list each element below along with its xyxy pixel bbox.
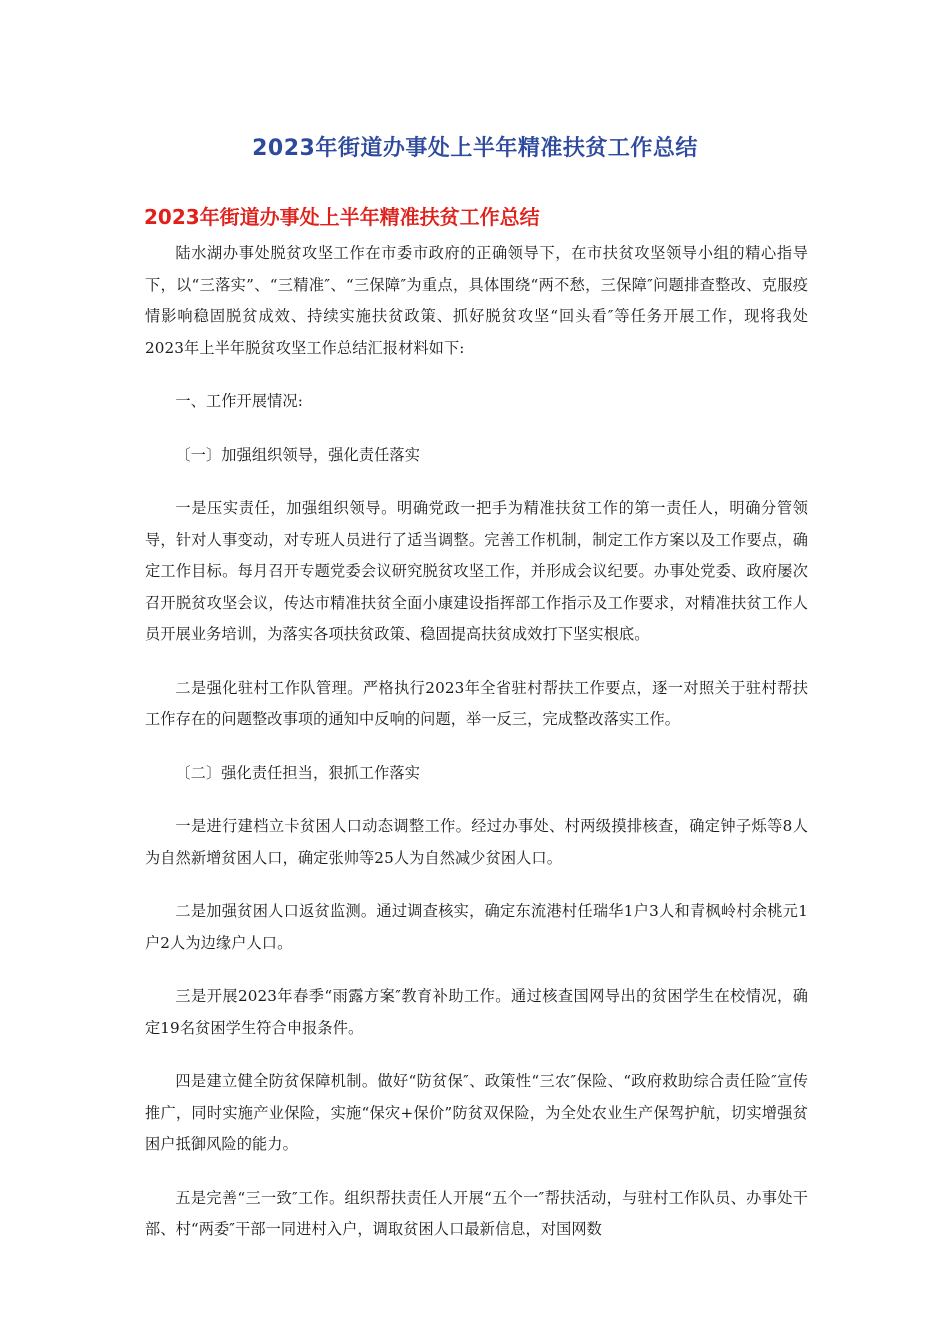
subheading-organization: 〔一〕加强组织领导，强化责任落实: [175, 445, 420, 464]
subheading-accountability: 〔二〕强化责任担当，狠抓工作落实: [175, 763, 420, 782]
document-title: 2023年街道办事处上半年精准扶贫工作总结: [252, 136, 698, 161]
document-body: [145, 238, 808, 1268]
paragraph-dynamic-adjustment: 一是进行建档立卡贫困人口动态调整工作。经过办事处、村两级摸排核查，确定钟子烁等8人为自然新增贫困人口，确定张帅等25人为自然减少贫困人口。: [145, 817, 808, 867]
paragraph-intro: 陆水湖办事处脱贫攻坚工作在市委市政府的正确领导下，在市扶贫攻坚领导小组的精心指导下，以“三落实”、“三精准″、“三保障″为重点，具体围绕“两不愁，三保障″问题排查整改、克服疫情影响稳固脱贫成效、持续实施扶贫政策、抓好脱贫攻坚“回头看″等任务开展工作，现将我处2023年上半年脱贫攻坚工作总结汇报材料如下:: [145, 244, 808, 357]
paragraph-insurance: 四是建立健全防贫保障机制。做好“防贫保″、政策性“三农″保险、“政府救助综合责任险″宣传推广，同时实施产业保险，实施“保灾+保价”防贫双保险，为全处农业生产保驾护航，切实增强贫困户抵御风险的能力。: [145, 1072, 808, 1153]
heading-work-status: 一、工作开展情况:: [175, 392, 303, 410]
paragraph-poverty-monitoring: 二是加强贫困人口返贫监测。通过调查核实，确定东流港村任瑞华1户3人和青枫岭村余桃元1户2人为边缘户人口。: [145, 902, 808, 952]
paragraph-three-consistency: 五是完善“三一致″工作。组织帮扶责任人开展“五个一″帮扶活动，与驻村工作队员、办事处干部、村“两委″干部一同进村入户，调取贫困人口最新信息，对国网数: [145, 1188, 808, 1238]
paragraph-village-team: 二是强化驻村工作队管理。严格执行2023年全省驻村帮扶工作要点，逐一对照关于驻村帮扶工作存在的问题整改事项的通知中反响的问题，举一反三，完成整改落实工作。: [145, 678, 808, 728]
section-title: 2023年街道办事处上半年精准扶贫工作总结: [144, 205, 540, 229]
paragraph-education-subsidy: 三是开展2023年春季“雨露方案″教育补助工作。通过核查国网导出的贫困学生在校情况，确定19名贫困学生符合申报条件。: [145, 987, 808, 1037]
paragraph-responsibility: 一是压实责任，加强组织领导。明确党政一把手为精准扶贫工作的第一责任人，明确分管领导，针对人事变动，对专班人员进行了适当调整。完善工作机制，制定工作方案以及工作要点，确定工作目标。每月召开专题党委会议研究脱贫攻坚工作，并形成会议纪要。办事处党委、政府屡次召开脱贫攻坚会议，传达市精准扶贫全面小康建设指挥部工作指示及工作要求，对精准扶贫工作人员开展业务培训，为落实各项扶贫政策、稳固提高扶贫成效打下坚实根底。: [145, 499, 808, 643]
